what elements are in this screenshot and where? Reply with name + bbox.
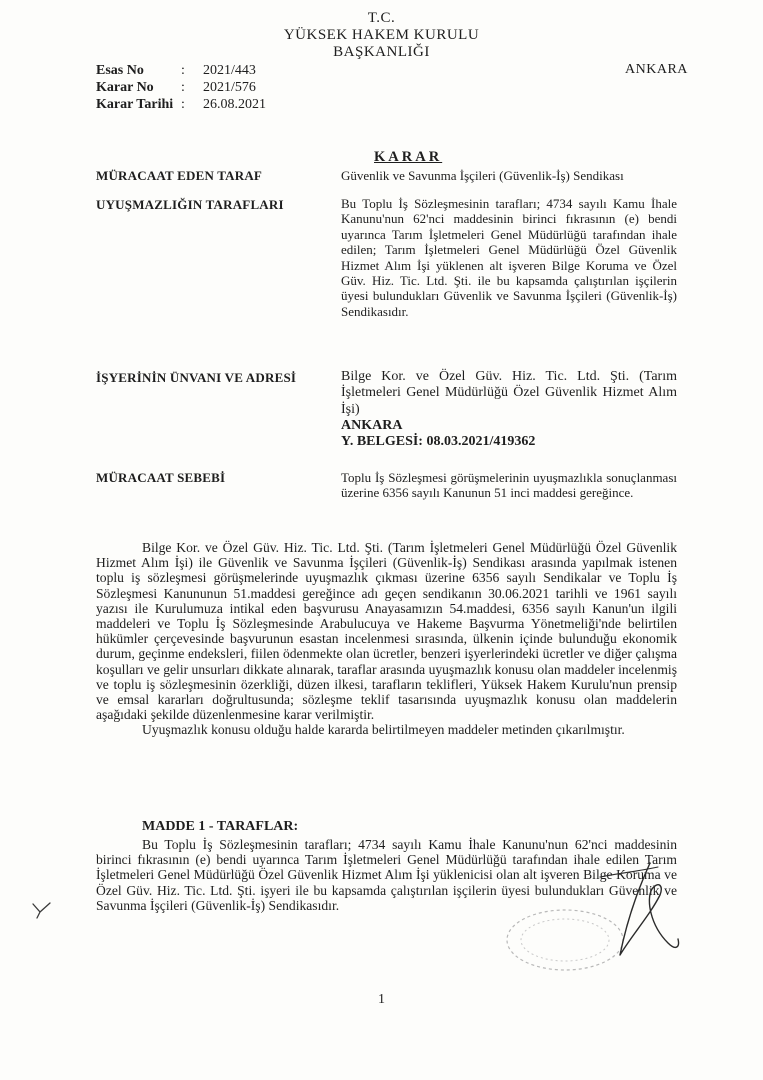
karar-value: 2021/576 bbox=[203, 80, 256, 95]
tarih-separator: : bbox=[181, 97, 185, 112]
madde-1-text: Bu Toplu İş Sözleşmesinin tarafları; 4734 sayılı Kamu İhale Kanunu'nun 62'nci maddesinin birinci fıkrasının (e) bendi uyarınca Tarım İşletmeleri Genel Müdürlüğü tarafından ihale edilen Tarım İşletmeleri Genel Müdürlüğü Özel Güvenlik Hizmet Alım İşi yüklenicisi olan alt işveren Bilge Koruma ve Özel Güv. Hiz. Tic. Ltd. Şti. işyeri ile bu kapsamda çalıştırılan işçilerin üyesi bulundukları Güvenlik ve Savunma İşçileri (Güvenlik-İş) Sendikasıdır. bbox=[96, 837, 677, 913]
tarih-label: Karar Tarihi bbox=[96, 97, 174, 112]
signature-icon bbox=[580, 855, 690, 965]
muracaat-value: Güvenlik ve Savunma İşçileri (Güvenlik-İş) Sendikası bbox=[341, 168, 624, 183]
esas-separator: : bbox=[181, 63, 185, 78]
initial-mark-icon bbox=[30, 898, 54, 922]
taraflar-label: UYUŞMAZLIĞIN TARAFLARI bbox=[96, 197, 284, 212]
madde-1-title: MADDE 1 - TARAFLAR: bbox=[142, 819, 299, 834]
header-tc: T.C. bbox=[367, 10, 396, 26]
esas-row bbox=[96, 62, 266, 79]
esas-value: 2021/443 bbox=[203, 63, 256, 78]
isyeri-belge: Y. BELGESİ: 08.03.2021/419362 bbox=[341, 434, 536, 450]
karar-heading: KARAR bbox=[374, 149, 443, 165]
isyeri-label: İŞYERİNİN ÜNVANI VE ADRESİ bbox=[96, 370, 297, 385]
header-institution: YÜKSEK HAKEM KURULU bbox=[283, 27, 480, 43]
header-office: BAŞKANLIĞI bbox=[333, 44, 430, 60]
body-paragraph-1: Bilge Kor. ve Özel Güv. Hiz. Tic. Ltd. Şti. (Tarım İşletmeleri Genel Müdürlüğü Özel Güvenlik Hizmet Alım İşi) ile Güvenlik ve Savunma İşçileri (Güvenlik-İş) Sendikası arasında yapılmak istenen toplu iş sözleşmesi görüşmelerinde uyuşmazlık çıkması üzerine 6356 sayılı Sendikalar ve Toplu İş Sözleşmesi Kanununun 51.maddesi gereğince adı geçen sendikanın 30.06.2021 tarihli ve 1961 sayılı yazısı ile Kurulumuza intikal eden başvurusu Anayasamızın 54.maddesi, 6356 sayılı Kanun'un ilgili maddeleri ve Toplu İş Sözleşmesinde Arabulucuya ve Hakeme Başvurma Yönetmeliği'nde belirtilen hükümler çerçevesinde başvurunun esastan incelenmesi sırasında, ülkenin içinde bulunduğu ekonomik durum, geçinme endeksleri, fiilen ödenmekte olan ücretler, benzeri işyerlerindeki ücretler ve diğer çalışma koşulları ve gelir unsurları dikkate alınarak, taraflar arasında uyuşmazlık konusu olan maddeler incelenmiş ve toplu iş sözleşmesinin özerkliği, düzen ilkesi, tarafların teklifleri, Yüksek Hakem Kurulu'nun prensip ve emsal kararları doğrultusunda; sözleşme teklif tasarısında uyuşmazlık konusu olan maddelerin aşağıdaki şekilde düzenlenmesine karar verilmiştir. bbox=[96, 540, 677, 723]
taraflar-value: Bu Toplu İş Sözleşmesinin tarafları; 4734 sayılı Kamu İhale Kanunu'nun 62'nci maddesinin birinci fıkrasının (e) bendi uyarınca Tarım İşletmeleri Genel Müdürlüğü tarafından ihale edilen; Tarım İşletmeleri Genel Müdürlüğü Özel Güvenlik Hizmet Alım İşi yüklenen alt işveren Bilge Koruma ve Özel Güv. Hiz. Tic. Ltd. Şti. ile bu kapsamda çalıştırılan işçilerin üyesi bulundukları Güvenlik ve Savunma İşçileri (Güvenlik-İş) Sendikasıdır. bbox=[341, 196, 677, 319]
karar-row bbox=[96, 79, 266, 96]
sebep-label: MÜRACAAT SEBEBİ bbox=[96, 470, 226, 485]
decision-body bbox=[96, 540, 677, 738]
isyeri-city: ANKARA bbox=[341, 418, 403, 434]
tarih-value: 26.08.2021 bbox=[203, 97, 266, 112]
esas-label: Esas No bbox=[96, 63, 144, 78]
karar-separator: : bbox=[181, 80, 185, 95]
muracaat-label: MÜRACAAT EDEN TARAF bbox=[96, 168, 263, 183]
karar-label: Karar No bbox=[96, 80, 154, 95]
case-meta bbox=[96, 62, 266, 113]
isyeri-block bbox=[341, 369, 677, 450]
page-number: 1 bbox=[378, 992, 385, 1007]
tarih-row bbox=[96, 96, 266, 113]
body-paragraph-2: Uyuşmazlık konusu olduğu halde kararda belirtilmeyen maddeler metinden çıkarılmıştır. bbox=[142, 722, 625, 738]
sebep-value: Toplu İş Sözleşmesi görüşmelerinin uyuşmazlıkla sonuçlanması üzerine 6356 sayılı Kanunun 51 inci maddesi gereğince. bbox=[341, 470, 677, 501]
isyeri-value: Bilge Kor. ve Özel Güv. Hiz. Tic. Ltd. Şti. (Tarım İşletmeleri Genel Müdürlüğü Özel Güvenlik Hizmet Alım İşi) bbox=[341, 369, 677, 417]
city: ANKARA bbox=[625, 62, 688, 77]
